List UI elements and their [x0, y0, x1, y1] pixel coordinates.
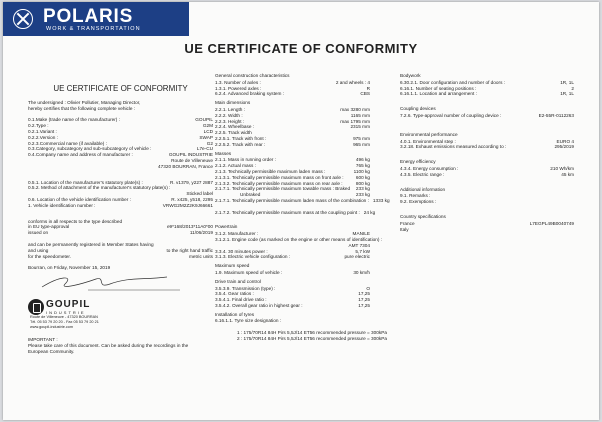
- tyre-row: 2 : 175/70R14 84H Pirs 5,5J/14 ET56 recommended pressure = 300kPa: [237, 335, 387, 341]
- address-row: 47320 BOURRAN, France: [158, 163, 213, 169]
- section-title: Environmental performance: [400, 131, 458, 137]
- signature: [28, 272, 213, 294]
- page-title: UE CERTIFICATE OF CONFORMITY: [184, 41, 418, 56]
- vin-location-row: 0.6. Location of the vehicle identification number : R. x425, y518, z295: [28, 196, 213, 202]
- section-title: Country specifications: [400, 213, 446, 219]
- field-row: 0.3.Category, subcategory and sub-subcategory of vehicle : L7e-CU: [28, 146, 213, 152]
- registration-row: and can be permanently registered in Member States having: [28, 241, 154, 247]
- spec-row: 7.2.6. Type-approval number of coupling device : E2-55R-0112263: [400, 112, 574, 118]
- section-title: Drive train and control: [215, 278, 261, 284]
- spec-row: 2.2.5.1. Track with front : 975 mm: [215, 135, 370, 141]
- spec-row: 6.16.1. Number of seating positions : 2: [400, 85, 574, 91]
- spec-row: 2.1.1. Mass in running order : 496 kg: [215, 157, 370, 163]
- spec-row: AMT 7304: [348, 242, 370, 248]
- spec-row: 3.5.4.1. Final drive ratio : 17,25: [215, 297, 370, 303]
- section-title: Energy efficiency: [400, 159, 436, 165]
- spec-row: 2.2.1. Length : max 3280 mm: [215, 106, 370, 112]
- spec-row: 2.1.7.1. Technically permissible maximum towable mass : Braked 233 kg: [215, 186, 370, 192]
- middle-column: [215, 70, 390, 342]
- plate-attachment-row: 0.5.2. Method of attachment of the manufacturer's statutory plate(s) :: [28, 185, 171, 191]
- spec-row: 3.5.4.2. Overall gear ratio in highest gear : 17,25: [215, 302, 370, 308]
- spec-row: 2.1.3.1. Technically permissible maximum mass on front axle : 600 kg: [215, 174, 370, 180]
- statement-line-1: conforms in all respects to the type described: [28, 218, 123, 224]
- spec-row: 4.3.5. Electric range : 45 km: [400, 171, 574, 177]
- left-column: [28, 70, 213, 355]
- section-title: Maximum speed: [215, 263, 250, 269]
- approval-row: in EU type-approval e9*168/2013*11A0*00: [28, 224, 213, 230]
- spec-row: 3.5.4. Gear ratios : 17,25: [215, 291, 370, 297]
- tyre-row: 1 : 175/70R14 84H Pirs 5,5J/14 ET56 recommended pressure = 300kPa: [237, 330, 387, 336]
- spec-row: France L7EGPL49B0040749: [400, 220, 574, 226]
- spec-row: 2.2.2. Width : 1165 mm: [215, 112, 370, 118]
- plate-location-row: 0.5.1. Location of the manufacturer's statutory plate(s) : R. v1379, y227 z887: [28, 179, 213, 185]
- speedometer-row: for the speedometer. metric units: [28, 253, 213, 259]
- spec-row: 4.0.1. Environmental step : EURO 4: [400, 138, 574, 144]
- spec-row: 6.16.1.1. Location and arrangement : 1R, 1L: [400, 91, 574, 97]
- spec-row: 2.1.7.2. Technically permissible maximum mass at the coupling point : 24 kg: [215, 209, 376, 215]
- polaris-header: [3, 2, 189, 36]
- spec-row: 2.1.3. Technically permissible maximum laden mass : 1100 kg: [215, 168, 370, 174]
- spec-row: 2.1.3.2. Technically permissible maximum mass on rear axle : 800 kg: [215, 180, 370, 186]
- traffic-row: and using to the right hand traffic: [28, 247, 213, 253]
- spec-row: Unbraked 233 kg: [240, 192, 370, 198]
- spec-row: 3.1.2.1. Engine code (as marked on the engine or other means of identification) :: [215, 236, 383, 242]
- section-title: Coupling devices: [400, 106, 436, 112]
- section-title: Additional information: [400, 186, 446, 192]
- spec-row: 3.5.3.9. Transmission (type) : O: [215, 285, 370, 291]
- field-row: 0.2.1.Variant : LCD: [28, 128, 213, 134]
- certificate-sheet: [3, 2, 599, 420]
- right-column: [400, 70, 574, 232]
- approval-date-row: issued on 11/06/2019: [28, 230, 213, 236]
- intro-line-1: The undersigned : Olivier Pollutier, Managing Director,: [28, 99, 141, 105]
- goupil-stamp: [28, 299, 213, 315]
- spec-row: 3.1.3. Electric vehicle configuration : pure electric: [215, 254, 370, 260]
- spec-row: 2.1.2. Actual mass : 765 kg: [215, 163, 370, 169]
- spec-row: 2.2.3. Height : max 1795 mm: [215, 118, 370, 124]
- spec-row: 9.2. Exemptions :: [400, 199, 437, 205]
- section-title: General construction characteristics: [215, 73, 290, 78]
- section-title: Installation of tyres: [215, 311, 255, 317]
- field-row: 0.4.Company name and address of manufacturer : GOUPIL INDUSTRIE: [28, 152, 213, 158]
- spec-row: 9.1. Remarks :: [400, 193, 431, 199]
- spec-row: 1.3.1. Powered axles : R: [215, 85, 370, 91]
- brand-subtitle: WORK & TRANSPORTATION: [46, 26, 141, 32]
- place-date: Bourran, on Friday, November 15, 2019: [28, 265, 111, 271]
- signature-mark: [38, 272, 188, 294]
- section-title: Powertrain: [215, 224, 238, 230]
- important-notice: IMPORTANT : Please take care of this document. Can be asked during the recordings in the European Community.: [28, 337, 189, 354]
- section-title: Main dimensions: [215, 100, 251, 106]
- spec-row: Italy: [400, 226, 409, 232]
- stamp-address: Route de Villeneuve - 47320 BOURRAN Tél. 05 53 79 20 20 - Fax 05 53 79 20 21 www.goupil-industrie.com: [30, 315, 99, 329]
- stamp-name: GOUPIL: [46, 298, 91, 310]
- field-row: 0.2.Type : G2M: [28, 123, 213, 129]
- spec-row: 6.30.2.1. Door configuration and number of doors : 1R, 1L: [400, 79, 574, 85]
- identification-rows: [28, 117, 213, 169]
- intro-line-2: hereby certifies that the following complete vehicle :: [28, 105, 136, 111]
- spec-row: 3.3.4. 30 minutes power : 5,7 kW: [215, 248, 370, 254]
- spec-row: 3.1.2. Manufacturer : MANILE: [215, 231, 370, 237]
- vin-row: 1. Vehicle identification number : VRWG2M2Z2K9J66661: [28, 202, 213, 208]
- sticked-label-row: Sticked label: [186, 191, 213, 197]
- spec-row: 1.9. Maximum speed of vehicle : 30 km/h: [215, 269, 370, 275]
- goupil-logo-icon: [28, 299, 44, 315]
- field-row: 0.1.Make (trade name of the manufacturer) : GOUPIL: [28, 117, 213, 123]
- polaris-star-icon: [13, 9, 33, 29]
- section-title: Bodywork: [400, 73, 421, 78]
- spec-row: 3.2.18. Exhaust emissions measured according to : 295/2019: [400, 144, 574, 150]
- spec-row: 6.2.4. Advanced braking system : CBS: [215, 91, 370, 97]
- field-row: 0.2.3.Commercial name (if available) : G2: [28, 140, 213, 146]
- spec-row: 2.1.7.1. Technically permissible maximum laden mass of the combination : 1333 kg: [215, 197, 390, 203]
- spec-row: 1.3. Number of axles : 2 and wheels : 4: [215, 79, 370, 85]
- section-title: Masses: [215, 150, 232, 156]
- brand-name: POLARIS: [43, 6, 134, 27]
- address-row: Route de Villeneuve: [171, 157, 213, 163]
- stamp-subtitle: INDUSTRIE: [46, 309, 86, 315]
- spec-row: 2.2.5.2. Track with rear : 965 mm: [215, 141, 370, 147]
- spec-row: 4.3.4. Energy consumption : 210 Wh/km: [400, 165, 574, 171]
- left-certificate-title: UE CERTIFICATE OF CONFORMITY: [53, 84, 188, 93]
- spec-row: 6.16.1.1. Tyre size designation :: [215, 318, 282, 324]
- field-row: 0.2.2.Version : SWAP: [28, 134, 213, 140]
- spec-row: 2.2.5. Track width: [215, 130, 252, 136]
- spec-row: 2.2.4. Wheelbase : 2315 mm: [215, 124, 370, 130]
